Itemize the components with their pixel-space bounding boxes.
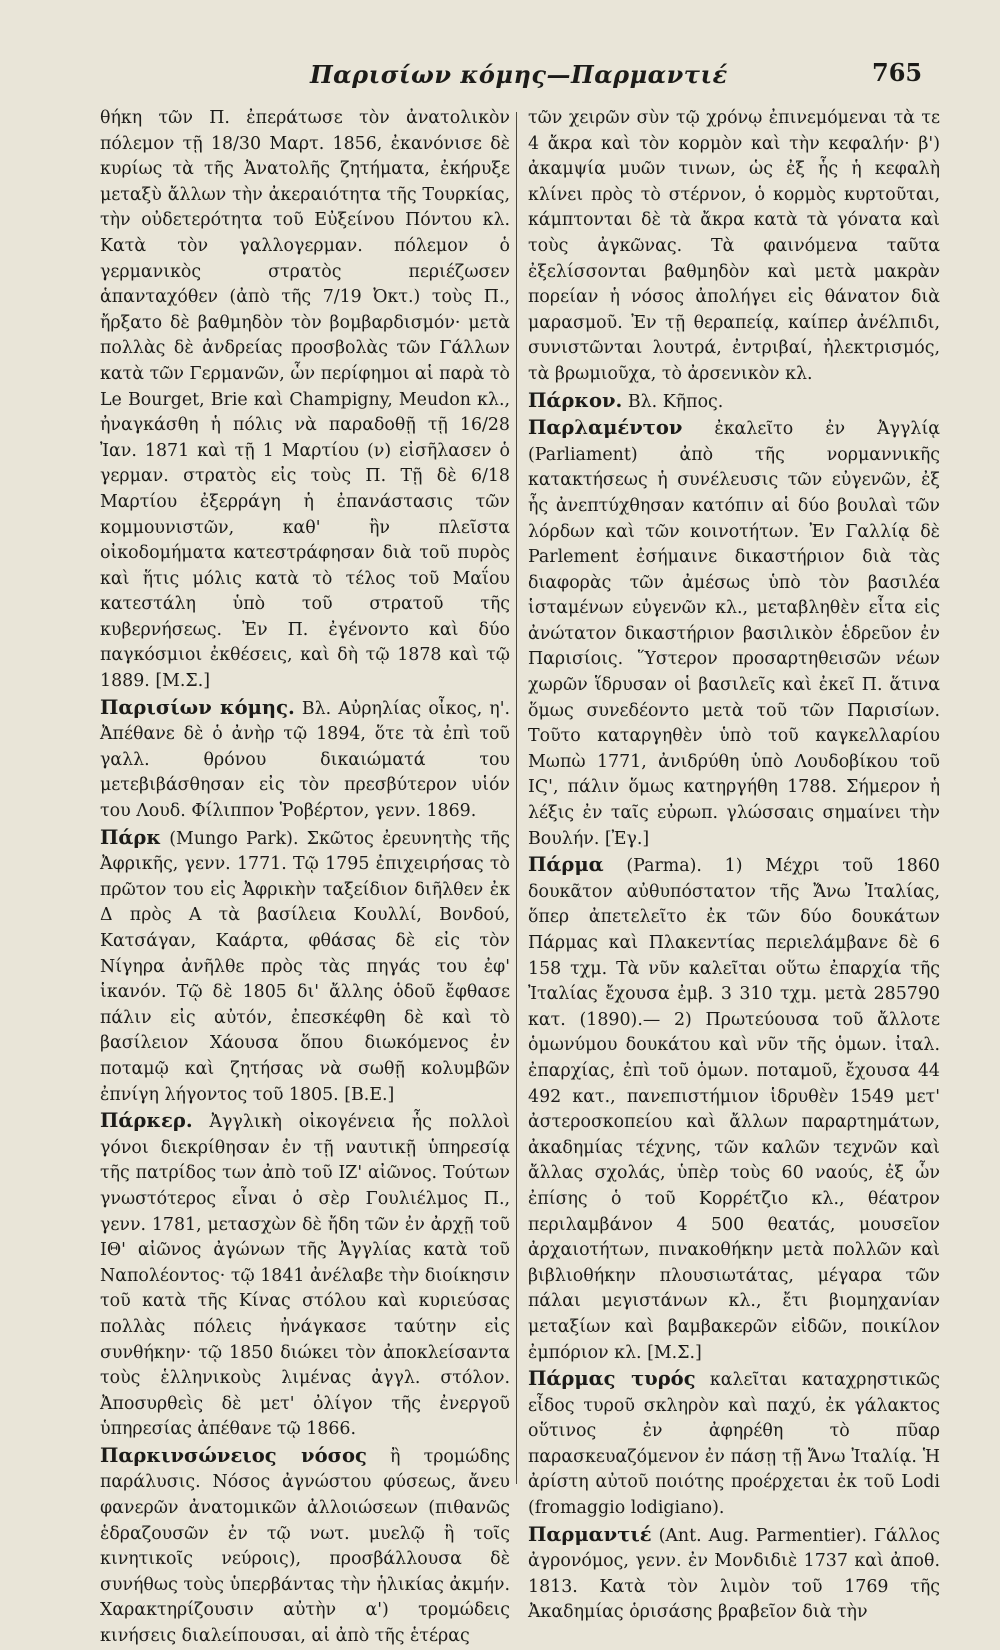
entry-headword: Πάρκερ.	[100, 1109, 193, 1133]
entry-headword: Παρισίων κόμης.	[100, 695, 295, 719]
entry-text: Βλ. Αὐρηλίας οἶκος, η'. Ἀπέθανε δὲ ὁ ἀνὴρ τῷ 1894, ὅτε τὰ ἐπὶ τοῦ γαλλ. θρόνου δικαιώματά του μετεβιβάσθησαν εἰς τὸν πρεσβύτερον υἱόν του Λουδ. Φίλιππον Ῥοβέρτον, γενν. 1869.	[100, 698, 511, 822]
entry-parisiwn-komis	[100, 695, 510, 825]
entry-text: (Mungo Park). Σκῶτος ἐρευνητὴς τῆς Ἀφρικῆς, γενν. 1771. Τῷ 1795 ἐπιχειρήσας τὸ πρῶτον του εἰς Ἀφρικὴν ταξείδιον διῆλθεν ἐκ Δ πρὸς Α τὰ βασίλεια Κουλλί, Βονδού, Κατσάγαν, Καάρτα, φθάσας δὲ εἰς τὸν Νίγηρα ἀνῆλθε πρὸς τὰς πηγάς του ἐφ' ἱκανόν. Τῷ δὲ 1805 δι' ἄλλης ὁδοῦ ἔφθασε πάλιν εἰς αὐτόν, ἐπεσκέφθη δὲ καὶ τὸ βασίλειον Χάουσα ὅπου διωκόμενος ἐν ποταμῷ καὶ ζητήσας νὰ σωθῇ κολυμβῶν ἐπνίγη λήγοντος τοῦ 1805. [Β.Ε.]	[100, 828, 510, 1105]
entry-parma	[528, 852, 940, 1366]
continuation-text: τῶν χειρῶν σὺν τῷ χρόνῳ ἐπινεμόμεναι τὰ τε 4 ἄκρα καὶ τὸν κορμὸν καὶ τὴν κεφαλήν· β') ἀκαμψία μυῶν τινων, ὡς ἐξ ἧς ἡ κεφαλὴ κλίνει πρὸς τὸ στέρνον, ὁ κορμὸς κυρτοῦται, κάμπτονται δὲ τὰ ἄκρα κατὰ τὰ γόνατα καὶ τοὺς ἀγκῶνας. Τὰ φαινόμενα ταῦτα ἐξελίσσονται βαθμηδὸν καὶ μετὰ μακρὰν πορείαν ἡ νόσος ἀπολήγει εἰς θάνατον διὰ μαρασμοῦ. Ἐν τῇ θεραπείᾳ, καίπερ ἀνέλπιδι, συνιστῶνται λουτρά, ἐντριβαί, ἠλεκτρισμός, τὰ βρωμιοῦχα, τὸ ἀρσενικὸν κλ.	[528, 108, 940, 384]
entry-park	[100, 825, 510, 1109]
entry-text: ἢ τρομώδης παράλυσις. Νόσος ἀγνώστου φύσεως, ἄνευ φανερῶν ἀνατομικῶν ἀλλοιώσεων (πιθανῶς ἑδραζουσῶν ἐν τῷ νωτ. μυελῷ ἢ τοῖς κινητικοῖς νεύροις), προσβάλλουσα δὲ συνήθως τοὺς ὑπερβάντας τὴν ἡλικίας ἀκμήν. Χαρακτηρίζουσιν αὐτὴν α') τρομώδεις κινήσεις διαλείπουσαι, αἱ ἀπὸ τῆς ἑτέρας	[100, 1446, 511, 1647]
entry-headword: Παρμαντιέ	[528, 1522, 652, 1546]
entry-text: (Parma). 1) Μέχρι τοῦ 1860 δουκᾶτον αὐθυπόστατον τῆς Ἄνω Ἰταλίας, ὅπερ ἀπετελεῖτο ἐκ τῶν δύο δουκάτων Πάρμας καὶ Πλακεντίας περιελάμβανε δὲ 6 158 τχμ. Τὰ νῦν καλεῖται οὕτω ἐπαρχία τῆς Ἰταλίας ἔχουσα ἐμβ. 3 310 τχμ. μετὰ 285790 κατ. (1890).— 2) Πρωτεύουσα τοῦ ἄλλοτε ὁμωνύμου δουκάτου καὶ νῦν τῆς ὁμων. ἰταλ. ἐπαρχίας, ἐπὶ τοῦ ὁμων. ποταμοῦ, ἔχουσα 44 492 κατ., πανεπιστήμιον ἱδρυθὲν 1549 μετ' ἀστεροσκοπείου καὶ ἄλλων παραρτημάτων, ἀκαδημίας τέχνης, τῶν καλῶν τεχνῶν καὶ ἄλλας σχολάς, ὑπὲρ τοὺς 60 ναούς, ἐξ ὧν ἐπίσης ὁ τοῦ Κορρέτζιο κλ., θέατρον περιλαμβάνον 4 500 θεατάς, μουσεῖον ἀρχαιοτήτων, πινακοθήκην μετὰ πολλῶν καὶ βιβλιοθήκην πλουσιωτάτας, μέγαρα τῶν πάλαι μεγιστάνων κλ., ἔτι βιομηχανίαν μεταξίων καὶ βαμβακερῶν εἰδῶν, ποικίλον ἐμπόριον κλ. [Μ.Σ.]	[528, 856, 940, 1363]
entry-parmantie	[528, 1522, 940, 1626]
continuation-text: θήκη τῶν Π. ἐπεράτωσε τὸν ἀνατολικὸν πόλεμον τῇ 18/30 Μαρτ. 1856, ἐκανόνισε δὲ κυρίως τὰ τῆς Ἀνατολῆς ζητήματα, ἐκήρυξε μεταξὺ ἄλλων τὴν ἀκεραιότητα τῆς Τουρκίας, τὴν οὐδετερότητα τοῦ Εὐξείνου Πόντου κλ. Κατὰ τὸν γαλλογερμαν. πόλεμον ὁ γερμανικὸς στρατὸς περιέζωσεν ἁπανταχόθεν (ἀπὸ τῆς 7/19 Ὀκτ.) τοὺς Π., ἤρξατο δὲ βαθμηδὸν τὸν βομβαρδισμόν· μετὰ πολλὰς δὲ ἀνδρείας προσβολὰς τῶν Γάλλων κατὰ τῶν Γερμανῶν, ὧν περίφημοι αἱ παρὰ τὸ Le Bourget, Brie καὶ Champigny, Meudon κλ., ἠναγκάσθη ἡ πόλις νὰ παραδοθῇ τῇ 16/28 Ἰαν. 1871 καὶ τῇ 1 Μαρτίου (ν) εἰσῆλασεν ὁ γερμαν. στρατὸς εἰς τοὺς Π. Τῇ δὲ 6/18 Μαρτίου ἐξερράγη ἡ ἐπανάστασις τῶν κομμουνιστῶν, καθ' ἣν πλεῖστα οἰκοδομήματα κατεστράφησαν διὰ τοῦ πυρὸς καὶ ἥτις μόλις κατὰ τὸ τέλος τοῦ Μαΐου κατεστάλη ὑπὸ τοῦ στρατοῦ τῆς κυβερνήσεως. Ἐν Π. ἐγένοντο καὶ δύο παγκόσμιοι ἐκθέσεις, καὶ δὴ τῷ 1878 καὶ τῷ 1889. [Μ.Σ.]	[100, 108, 510, 692]
entry-text: ἐκαλεῖτο ἐν Ἀγγλίᾳ (Parliament) ἀπὸ τῆς νορμαννικῆς κατακτήσεως ἡ συνέλευσις τῶν εὐγενῶν, ἐξ ἧς ἀνεπτύχθησαν κατόπιν αἱ δύο βουλαὶ τῶν λόρδων καὶ τῶν κοινοτήτων. Ἐν Γαλλίᾳ δὲ Parlement ἐσήμαινε δικαστήριον διὰ τὰς διαφορὰς τῶν ἀμέσως ὑπὸ τὸν βασιλέα ἱσταμένων εὐγενῶν κλ., μεταβληθὲν εἶτα εἰς ἀνώτατον δικαστήριον βασιλικὸν ἑδρεῦον ἐν Παρισίοις. Ὕστερον προσαρτηθεισῶν νέων χωρῶν ἵδρυσαν οἱ βασιλεῖς καὶ ἐκεῖ Π. ἅτινα ὅμως συνεδέοντο μετὰ τοῦ τῶν Παρισίων. Τοῦτο καταργηθὲν ὑπὸ τοῦ καγκελλαρίου Μωπὼ 1771, ἀνιδρύθη ὑπὸ Λουδοβίκου τοῦ ΙϚ', πάλιν ὅμως κατηργήθη 1788. Σήμερον ἡ λέξις ἐν ταῖς εὐρωπ. γλώσσαις σημαίνει τὴν Βουλήν. [Ἐγ.]	[528, 419, 941, 849]
entry-parkinson	[100, 1443, 510, 1650]
entry-headword: Πάρκον.	[528, 388, 623, 412]
right-column	[528, 106, 940, 1626]
column-divider	[516, 112, 517, 1484]
entry-text: καλεῖται καταχρηστικῶς εἶδος τυροῦ σκληρὸν καὶ παχύ, ἐκ γάλακτος οὕτινος ἐν ἀφηρέθη τὸ πῦαρ παρασκευαζόμενον ἐν πάσῃ τῇ Ἄνω Ἰταλίᾳ. Ἡ ἀρίστη αὐτοῦ ποιότης προέρχεται ἐκ τοῦ Lodi (fromaggio lodigiano).	[528, 1370, 940, 1519]
entry-headword: Πάρκ	[100, 825, 162, 849]
entry-headword: Πάρμας τυρός	[528, 1367, 696, 1391]
running-header	[0, 58, 1000, 98]
entry-continuation	[528, 106, 940, 388]
entry-continuation	[100, 106, 510, 695]
entry-text: Ἀγγλικὴ οἰκογένεια ἧς πολλοὶ γόνοι διεκρίθησαν ἐν τῇ ναυτικῇ ὑπηρεσίᾳ τῆς πατρίδος των ἀπὸ τοῦ ΙΖ' αἰῶνος. Τούτων γνωστότερος εἶναι ὁ σὲρ Γουλιέλμος Π., γενν. 1781, μετασχὼν δὲ ἤδη τῶν ἐν ἀρχῇ τοῦ ΙΘ' αἰῶνος ἀγώνων τῆς Ἀγγλίας κατὰ τοῦ Ναπολέοντος· τῷ 1841 ἀνέλαβε τὴν διοίκησιν τοῦ κατὰ τῆς Κίνας στόλου καὶ κυριεύσας πολλὰς πόλεις ἠνάγκασε ταύτην εἰς συνθήκην· τῷ 1850 διώκει τὸν ἀποκλείσαντα τοὺς ἑλληνικοὺς λιμένας ἀγγλ. στόλον. Ἀποσυρθεὶς δὲ μετ' ὀλίγον τῆς ἐνεργοῦ ὑπηρεσίας ἀπέθανε τῷ 1866.	[100, 1112, 510, 1440]
entry-parlamenton	[528, 415, 940, 852]
entry-headword: Παρκινσώνειος νόσος	[100, 1443, 367, 1467]
entry-text: (Ant. Aug. Parmentier). Γάλλος ἀγρονόμος, γενν. ἐν Μονδιδιὲ 1737 καὶ ἀποθ. 1813. Κατὰ τὸν λιμὸν τοῦ 1769 τῆς Ἀκαδημίας ὁρισάσης βραβεῖον διὰ τὴν	[528, 1525, 940, 1623]
entry-parker	[100, 1108, 510, 1443]
entry-headword: Παρλαμέντον	[528, 416, 683, 440]
entry-text: Βλ. Κῆπος.	[627, 391, 724, 412]
left-column	[100, 106, 510, 1650]
entry-headword: Πάρμα	[528, 853, 604, 877]
running-title: Παρισίων κόμης—Παρμαντιέ	[310, 60, 728, 89]
entry-parkon	[528, 388, 940, 416]
entry-parmas-tyros	[528, 1366, 940, 1522]
page-number: 765	[872, 58, 923, 87]
